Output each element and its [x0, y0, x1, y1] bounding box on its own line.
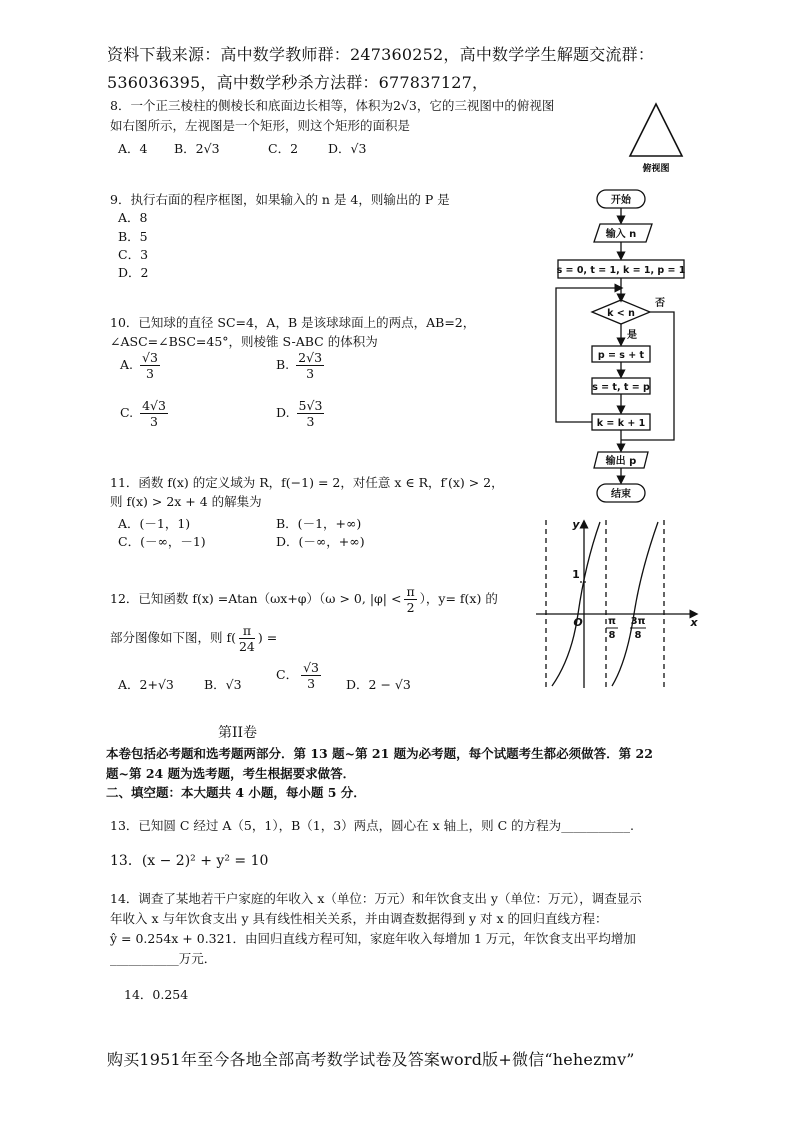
q12-l2-b: ) = — [257, 630, 278, 645]
flow-end-text: 结束 — [611, 489, 631, 500]
q14-line-2: 年收入 x 与年饮食支出 y 具有线性相关关系，并由调查数据得到 y 对 x 的回归直线方程： — [110, 911, 608, 926]
q8-option-b: B．2√3 — [174, 141, 220, 156]
q10-option-a — [120, 350, 163, 381]
q10-option-b — [276, 350, 327, 381]
origin-label: O — [573, 616, 583, 629]
q12-c-fraction — [301, 660, 321, 691]
q14-line4-end: 万元． — [178, 951, 217, 966]
q12-option-b: B．√3 — [204, 677, 242, 692]
flow-output-text: 输出 p — [605, 456, 637, 467]
tan-branch-1 — [552, 522, 600, 686]
footer-text: 购买1951年至今各地全部高考数学试卷及答案word版+微信“hehezmv” — [107, 1050, 635, 1069]
q10-a-label: A. — [120, 357, 134, 372]
one-label: 1 — [572, 568, 580, 581]
q10-line-1: 10．已知球的直径 SC=4，A，B 是该球球面上的两点，AB=2， — [110, 315, 476, 330]
part2-intro-1: 本卷包括必考题和选考题两部分．第 13 题~第 21 题为必考题，每个试题考生都必须做答．第 22 — [106, 746, 653, 761]
flow-init-text: s = 0, t = 1, k = 1, p = 1 — [556, 265, 686, 276]
q12-l1-num: π — [406, 584, 415, 599]
q10-c-num: 4√3 — [142, 398, 166, 413]
q11-option-a: A．(－1，1) — [118, 516, 191, 531]
q13-stem-text: 13．已知圆 C 经过 A（5，1），B（1，3）两点，圆心在 x 轴上，则 C 的方程为 — [110, 818, 562, 833]
q10-d-fraction — [297, 398, 325, 429]
part2-title: 第II卷 — [218, 725, 258, 741]
header-line-1: 资料下载来源：高中数学教师群：247360252，高中数学学生解题交流群： — [107, 45, 655, 64]
q11-option-b: B．(－1，+∞) — [276, 516, 362, 531]
q10-a-den: 3 — [145, 366, 154, 381]
flowchart — [550, 186, 700, 508]
q14-line-4 — [110, 949, 216, 967]
flow-step2-text: s = t, t = p — [592, 382, 650, 393]
q13-end: . — [629, 818, 634, 833]
flow-cond-text: k < n — [607, 308, 635, 319]
tick-3pi8-num: 3π — [630, 616, 646, 627]
tan-branch-2 — [612, 522, 658, 686]
tick-pi8-den: 8 — [608, 630, 616, 641]
q12-option-d: D．2 − √3 — [346, 677, 411, 692]
q12-l1-fraction — [404, 584, 416, 615]
q8-option-c: C．2 — [268, 141, 299, 156]
q14-blank: ___________ — [110, 951, 179, 966]
q13-stem — [110, 816, 634, 834]
q10-option-d — [276, 398, 327, 429]
q10-c-label: C. — [120, 405, 134, 420]
q12-c-label: C． — [276, 667, 299, 682]
q12-c-num: √3 — [303, 660, 319, 675]
q11-option-c: C．(－∞，－1) — [118, 534, 206, 549]
top-view-figure — [626, 100, 690, 176]
tangent-graph — [536, 516, 706, 692]
part2-intro-2: 题~第 24 题为选考题，考生根据要求做答． — [106, 766, 356, 781]
top-view-label: 俯视图 — [642, 164, 670, 174]
q9-option-c: C．3 — [118, 247, 149, 262]
y-axis-label: y — [572, 518, 580, 531]
q12-line-2 — [110, 623, 277, 654]
header-line-2: 536036395，高中数学秒杀方法群：677837127， — [107, 73, 489, 92]
flow-no-label: 否 — [655, 298, 665, 309]
q9-option-a: A．8 — [118, 210, 148, 225]
q11-option-d: D．(－∞，+∞) — [276, 534, 365, 549]
q14-line-3: ŷ = 0.254x + 0.321．由回归直线方程可知，家庭年收入每增加 1 万元，年饮食支出平均增加 — [110, 931, 636, 946]
q12-line-1 — [110, 584, 498, 615]
q10-b-den: 3 — [306, 366, 315, 381]
q8-line-1 — [110, 96, 554, 114]
q10-a-num: √3 — [142, 350, 158, 365]
q10-c-den: 3 — [150, 414, 158, 429]
q14-answer: 14．0.254 — [124, 987, 189, 1002]
q11-line-1: 11．函数 f(x) 的定义域为 R，f(−1) = 2，对任意 x ∈ R，f′(x) > 2， — [110, 475, 504, 490]
q12-l1-den: 2 — [406, 600, 415, 615]
q9-stem: 9．执行右面的程序框图，如果输入的 n 是 4，则输出的 P 是 — [110, 192, 450, 207]
q8-option-d: D．√3 — [328, 141, 367, 156]
q9-option-b: B．5 — [118, 229, 148, 244]
part2-section: 二、填空题：本大题共 4 小题，每小题 5 分． — [106, 785, 366, 800]
q13-blank: ___________ — [561, 818, 630, 833]
q11-line-2: 则 f(x) > 2x + 4 的解集为 — [110, 494, 262, 509]
q12-option-a: A．2+√3 — [118, 677, 174, 692]
q12-l2-den: 24 — [238, 639, 255, 654]
flow-input-text: 输入 n — [605, 229, 637, 240]
q8-line-2: 如右图所示，左视图是一个矩形，则这个矩形的面积是 — [110, 118, 411, 133]
flow-step3-text: k = k + 1 — [596, 418, 646, 429]
q10-b-num: 2√3 — [298, 350, 323, 365]
q12-c-den: 3 — [307, 676, 316, 691]
q10-a-fraction — [140, 350, 160, 381]
q10-d-num: 5√3 — [298, 398, 323, 413]
tick-pi8-num: π — [608, 616, 616, 627]
flow-start-text: 开始 — [611, 195, 631, 206]
q8-volume: 2√3 — [392, 98, 417, 113]
q8-text-a: 8．一个正三棱柱的侧棱长和底面边长相等，体积为 — [110, 98, 393, 113]
tick-3pi8-den: 8 — [634, 630, 642, 641]
triangle-shape — [630, 104, 682, 156]
q10-option-c — [120, 398, 171, 429]
q10-c-fraction — [140, 398, 168, 429]
q10-d-den: 3 — [306, 414, 315, 429]
q10-b-label: B. — [276, 357, 290, 372]
q12-l1-b: ），y= f(x) 的 — [419, 591, 498, 606]
q14-line-1: 14．调查了某地若干户家庭的年收入 x（单位：万元）和年饮食支出 y（单位：万元），调查显示 — [110, 891, 642, 906]
q12-option-c — [276, 660, 324, 691]
q12-l1-a: 12．已知函数 f(x) =Atan（ωx+φ）（ω > 0, |φ| < — [110, 591, 402, 606]
q12-l2-num: π — [239, 623, 255, 639]
q13-answer: 13．(x − 2)² + y² = 10 — [110, 853, 269, 869]
q12-l2-fraction — [239, 623, 255, 654]
flow-yes-label: 是 — [627, 330, 637, 341]
q10-d-label: D. — [276, 405, 290, 420]
q10-line-2: ∠ASC=∠BSC=45°，则棱锥 S-ABC 的体积为 — [110, 334, 378, 349]
q12-l2-a: 部分图像如下图，则 f( — [110, 630, 236, 645]
q9-option-d: D．2 — [118, 265, 149, 280]
x-axis-label: x — [690, 616, 698, 629]
flow-step1-text: p = s + t — [597, 350, 645, 361]
q8-option-a: A．4 — [118, 141, 148, 156]
q10-b-fraction — [296, 350, 324, 381]
q8-text-b: ，它的三视图中的俯视图 — [416, 98, 555, 113]
